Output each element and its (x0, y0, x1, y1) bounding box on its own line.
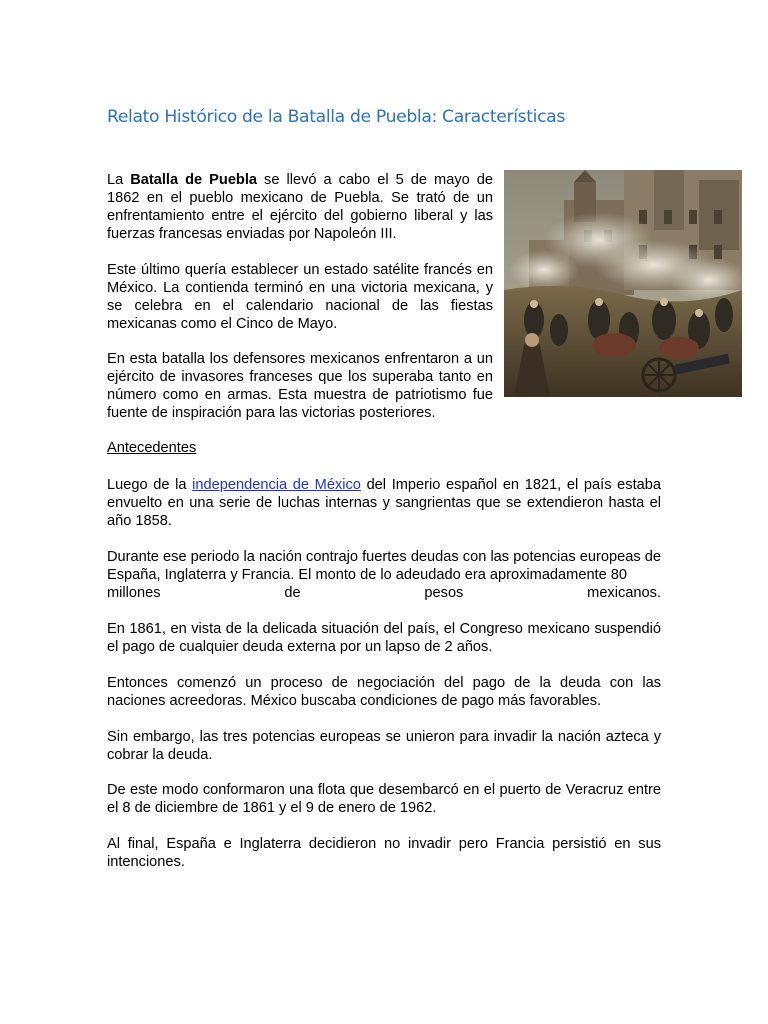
intro-rest: se llevó a cabo el 5 de mayo de 1862 en el pueblo mexicano de Puebla. Se trató de un enfrentamiento entre el ejército del gobierno liberal y las fuerzas francesas enviadas por Napoleón III. (107, 172, 493, 242)
battle-painting-icon (504, 170, 742, 397)
antecedentes-lead: Luego de la (107, 477, 193, 493)
antecedentes-paragraph-2-main: Durante ese periodo la nación contrajo fuertes deudas con las potencias europeas de España, Inglaterra y Francia. El monto de lo adeudado era aproximadamente 80 (107, 549, 661, 583)
page-title: Relato Histórico de la Batalla de Puebla: Características (107, 107, 565, 127)
intro-paragraph-3: En esta batalla los defensores mexicanos enfrentaron a un ejército de invasores franceses que los superaba tanto en número como en armas. Esta muestra de patriotismo fue fuente de inspiración para las victorias posteriores. (107, 351, 493, 421)
intro-lead: La (107, 172, 131, 188)
antecedentes-paragraph-3: En 1861, en vista de la delicada situación del país, el Congreso mexicano suspendió el pago de cualquier deuda externa por un lapso de 2 años. (107, 621, 661, 655)
antecedentes-paragraph-2-lastline: millones de pesos mexicanos. (107, 585, 661, 601)
intro-paragraph-1 (107, 171, 493, 243)
antecedentes-paragraph-2 (107, 548, 661, 602)
battle-name: Batalla de Puebla (130, 172, 258, 188)
section-heading-antecedentes: Antecedentes (107, 440, 197, 456)
independencia-link[interactable]: independencia de México (192, 477, 361, 493)
antecedentes-paragraph-4: Entonces comenzó un proceso de negociación del pago de la deuda con las naciones acreedoras. México buscaba condiciones de pago más favorables. (107, 675, 661, 709)
antecedentes-paragraph-7: Al final, España e Inglaterra decidieron no invadir pero Francia persistió en sus intenciones. (107, 836, 661, 870)
antecedentes-paragraph-5: Sin embargo, las tres potencias europeas se unieron para invadir la nación azteca y cobrar la deuda. (107, 729, 661, 763)
intro-paragraph-2: Este último quería establecer un estado satélite francés en México. La contienda terminó en una victoria mexicana, y se celebra en el calendario nacional de las fiestas mexicanas como el Cinco de Mayo. (107, 262, 493, 332)
battle-painting-image (504, 170, 742, 397)
antecedentes-rest: del Imperio español en 1821, el país estaba envuelto en una serie de luchas internas y sangrientas que se extendieron hasta el año 1858. (107, 477, 661, 529)
antecedentes-paragraph-1 (107, 476, 661, 530)
antecedentes-paragraph-6: De este modo conformaron una flota que desembarcó en el puerto de Veracruz entre el 8 de diciembre de 1861 y el 9 de enero de 1962. (107, 782, 661, 816)
